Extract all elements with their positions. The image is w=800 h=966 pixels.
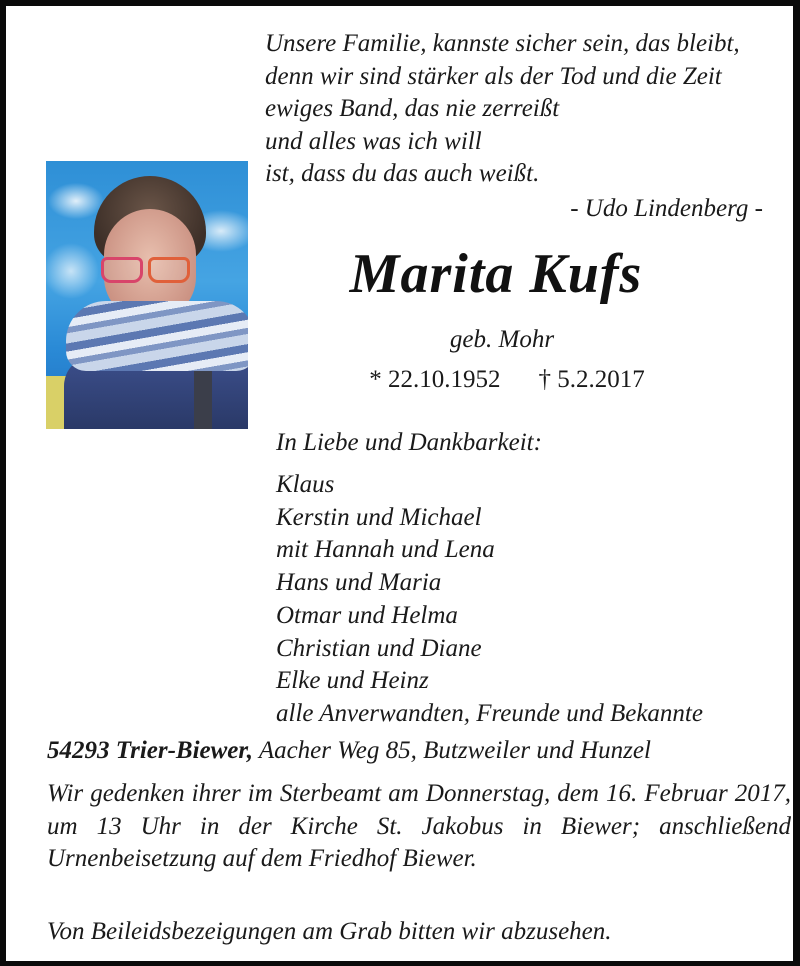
photo-bag-strap [194,361,212,429]
portrait-photo [46,161,248,429]
quote-line: ewiges Band, das nie zerreißt [265,95,560,123]
birth-date: * 22.10.1952 [369,366,501,393]
mourner-name: Hans und Maria [276,569,442,597]
closing-note: Von Beileidsbezeigungen am Grab bitten wir abzusehen. [47,918,612,945]
mourner-name: Klaus [276,471,335,498]
quote-line: und alles was ich will [265,127,482,155]
quote-line: denn wir sind stärker als der Tod und die Zeit [265,62,722,90]
life-dates [276,364,716,396]
mourner-name: alle Anverwandten, Freunde und Bekannte [276,699,703,727]
mourner-name: Otmar und Helma [276,601,458,629]
death-date: † 5.2.2017 [538,366,645,393]
deceased-name: Marita Kufs [349,243,643,305]
quote-line: ist, dass du das auch weißt. [265,160,540,188]
quote-line: Unsere Familie, kannste sicher sein, das bleibt, [265,30,740,57]
mourners-intro: In Liebe und Dankbarkeit: [276,429,542,456]
memorial-quote [265,28,775,226]
maiden-name: geb. Mohr [449,326,555,353]
quote-author: - Udo Lindenberg - [570,194,763,222]
mourner-name: Kerstin und Michael [276,503,482,531]
mourner-name: Elke und Heinz [276,667,429,695]
photo-glasses-left [101,257,143,283]
photo-scarf [66,301,248,371]
mourners-list [276,469,776,731]
mourner-name: Christian und Diane [276,634,482,662]
family-address [47,735,787,767]
mourner-name: mit Hannah und Lena [276,536,495,564]
address-street: Aacher Weg 85, Butzweiler und Hunzel [253,737,651,764]
photo-glasses-right [148,257,190,283]
funeral-service-details: Wir gedenken ihrer im Sterbeamt am Donnerstag, dem 16. Februar 2017, um 13 Uhr in der Kirche St. Jakobus in Biewer; anschließend Urnenbeisetzung auf dem Friedhof Biewer. [47,780,791,873]
deceased-info [276,242,716,396]
address-city: 54293 Trier-Biewer, [47,737,254,764]
